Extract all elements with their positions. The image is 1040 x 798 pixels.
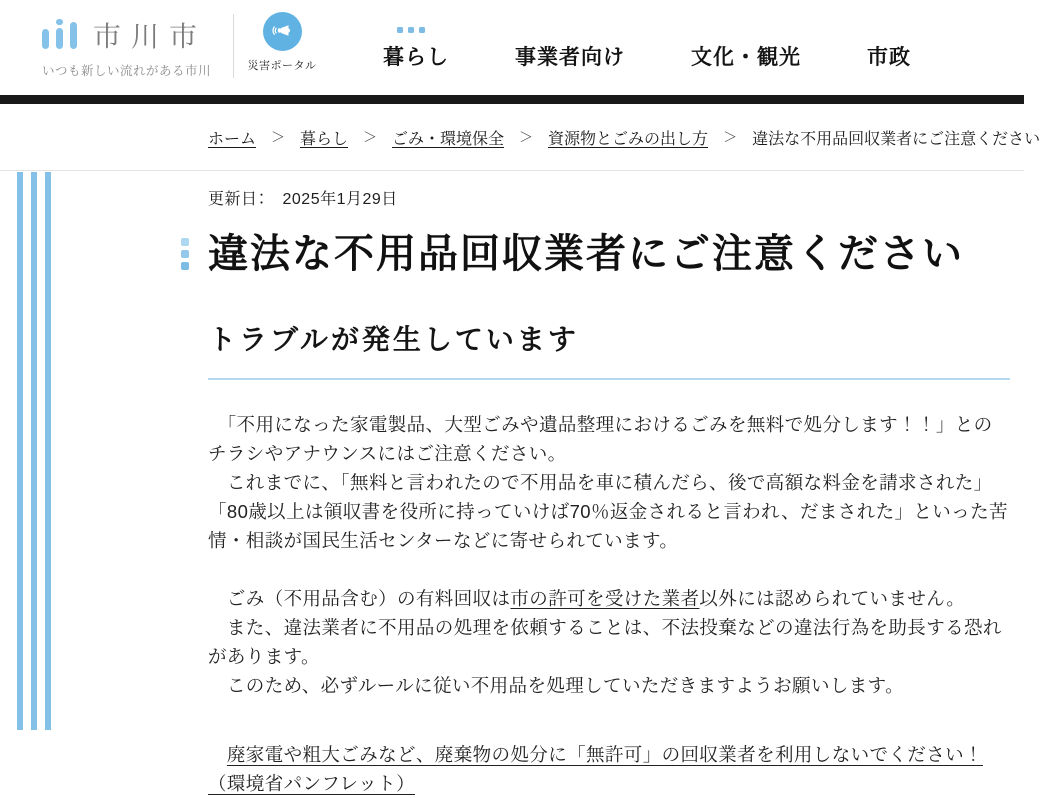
site-header (0, 0, 1024, 95)
article-body (208, 410, 1010, 798)
nav-label: 事業者向け (515, 45, 625, 69)
city-name: 市川市 (93, 21, 208, 52)
breadcrumb-separator-icon: ＞ (519, 129, 534, 145)
paragraph (208, 740, 1010, 798)
nav-item-city-gov[interactable] (867, 25, 911, 71)
header-divider (233, 14, 234, 78)
breadcrumb-separator-icon: ＞ (271, 129, 286, 145)
breadcrumb (0, 104, 1040, 171)
left-stripe-decoration (17, 172, 51, 730)
paragraph: このため、必ずルールに従い不用品を処理していただきますようお願いします。 (208, 675, 904, 696)
nav-label: 文化・観光 (691, 45, 801, 69)
paragraph: また、違法業者に不用品の処理を依頼することは、不法投棄などの違法行為を助長する恐れがあります。 (208, 617, 1002, 667)
nav-label: 市政 (867, 45, 911, 69)
indent (208, 744, 227, 765)
breadcrumb-link-home[interactable]: ホーム (208, 130, 257, 148)
nav-item-culture-tourism[interactable] (691, 25, 801, 71)
breadcrumb-separator-icon: ＞ (363, 129, 378, 145)
active-indicator-dots (397, 27, 425, 33)
breadcrumb-link-gomi[interactable]: ごみ・環境保全 (392, 130, 505, 148)
disaster-portal-button[interactable] (243, 12, 321, 73)
nav-label: 暮らし (383, 45, 449, 69)
permitted-business-link[interactable]: 市の許可を受けた業者 (510, 588, 700, 609)
city-tagline: いつも新しい流れがある市川 (42, 64, 212, 78)
nav-item-business[interactable] (515, 25, 625, 71)
nav-item-kurashi[interactable] (383, 25, 449, 71)
global-nav (383, 0, 911, 95)
section-heading: トラブルが発生しています (208, 318, 1010, 380)
title-dots-icon (181, 238, 189, 270)
city-logo-icon (42, 17, 77, 51)
paragraph (208, 584, 1010, 613)
paragraph: 「不用になった家電製品、大型ごみや遺品整理におけるごみを無料で処分します！！」とのチラシやアナウンスにはご注意ください。 (208, 414, 993, 464)
paragraph: これまでに、「無料と言われたので不用品を車に積んだら、後で高額な料金を請求された」「80歳以上は領収書を役所に持っていけば70％返金されると言われ、だまされた」といった苦情・相談が国民生活センターなどに寄せられています。 (208, 472, 1008, 551)
breadcrumb-link-shigenbutsu[interactable]: 資源物とごみの出し方 (548, 130, 709, 148)
moe-pamphlet-link[interactable]: 廃家電や粗大ごみなど、廃棄物の処分に「無許可」の回収業者を利用しないでください！（環境省パンフレット） (208, 744, 983, 794)
paragraph-text: 以外には認められていません。 (699, 588, 966, 609)
site-logo[interactable] (42, 17, 211, 79)
header-black-bar (0, 95, 1024, 104)
updated-date: 更新日： 2025年1月29日 (208, 191, 398, 208)
paragraph-text: ごみ（不用品含む）の有料回収は (208, 588, 511, 609)
breadcrumb-current: 違法な不用品回収業者にご注意ください (752, 130, 1040, 148)
breadcrumb-separator-icon: ＞ (723, 129, 738, 145)
megaphone-icon (263, 12, 302, 51)
breadcrumb-link-kurashi[interactable]: 暮らし (300, 130, 349, 148)
page-title: 違法な不用品回収業者にご注意ください (208, 232, 964, 276)
disaster-portal-label: 災害ポータル (247, 60, 317, 72)
main-content (208, 186, 1010, 798)
